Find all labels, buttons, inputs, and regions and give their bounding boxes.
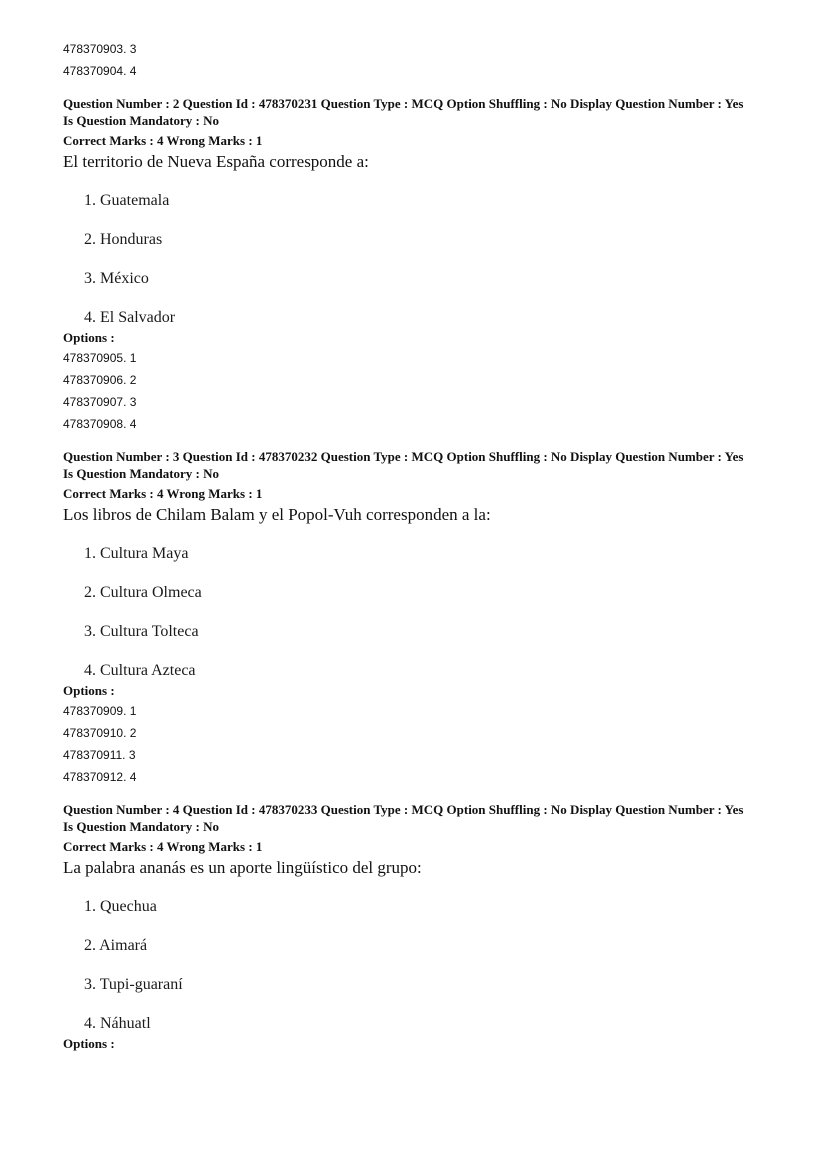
question-marks: Correct Marks : 4 Wrong Marks : 1	[63, 839, 263, 854]
question-marks: Correct Marks : 4 Wrong Marks : 1	[63, 133, 263, 148]
option-id-line: 478370904. 4	[63, 64, 137, 78]
answer-choice: 3. Tupi-guaraní	[84, 976, 183, 993]
question-block-3	[63, 449, 763, 788]
previous-options-list	[63, 38, 763, 82]
answer-choice: 4. Náhuatl	[84, 1015, 151, 1032]
question-meta: Question Number : 4 Question Id : 478370233 Question Type : MCQ Option Shuffling : No Display Question Number : Yes Is Question Mandatory : No	[63, 802, 744, 834]
question-meta: Question Number : 3 Question Id : 478370232 Question Type : MCQ Option Shuffling : No Display Question Number : Yes Is Question Mandatory : No	[63, 449, 744, 481]
option-id-line: 478370908. 4	[63, 417, 137, 431]
question-paper-page	[63, 38, 763, 1053]
answer-choices	[63, 191, 763, 328]
answer-choice: 3. México	[84, 270, 149, 287]
option-id-line: 478370906. 2	[63, 373, 137, 387]
option-id-line: 478370905. 1	[63, 351, 137, 365]
question-text: La palabra ananás es un aporte lingüístico del grupo:	[63, 858, 422, 877]
answer-choice: 4. Cultura Azteca	[84, 662, 196, 679]
option-id-line: 478370909. 1	[63, 704, 137, 718]
answer-choice: 2. Cultura Olmeca	[84, 584, 202, 601]
question-block-4	[63, 802, 763, 1052]
answer-choice: 1. Cultura Maya	[84, 545, 189, 562]
answer-choice: 2. Aimará	[84, 937, 148, 954]
question-block-2	[63, 96, 763, 435]
option-id-line: 478370912. 4	[63, 770, 137, 784]
question-text: Los libros de Chilam Balam y el Popol-Vuh corresponden a la:	[63, 505, 491, 524]
option-id-line: 478370903. 3	[63, 42, 137, 56]
answer-choices	[63, 544, 763, 681]
question-text: El territorio de Nueva España corresponde a:	[63, 152, 369, 171]
option-id-line: 478370911. 3	[63, 748, 136, 762]
answer-choice: 4. El Salvador	[84, 309, 176, 326]
question-meta: Question Number : 2 Question Id : 478370231 Question Type : MCQ Option Shuffling : No Display Question Number : Yes Is Question Mandatory : No	[63, 96, 744, 128]
question-marks: Correct Marks : 4 Wrong Marks : 1	[63, 486, 263, 501]
options-label: Options :	[63, 1036, 115, 1051]
answer-choices	[63, 897, 763, 1034]
options-label: Options :	[63, 330, 115, 345]
answer-choice: 3. Cultura Tolteca	[84, 623, 199, 640]
option-id-line: 478370910. 2	[63, 726, 137, 740]
options-label: Options :	[63, 683, 115, 698]
option-id-line: 478370907. 3	[63, 395, 137, 409]
answer-choice: 2. Honduras	[84, 231, 163, 248]
answer-choice: 1. Guatemala	[84, 192, 170, 209]
answer-choice: 1. Quechua	[84, 898, 157, 915]
